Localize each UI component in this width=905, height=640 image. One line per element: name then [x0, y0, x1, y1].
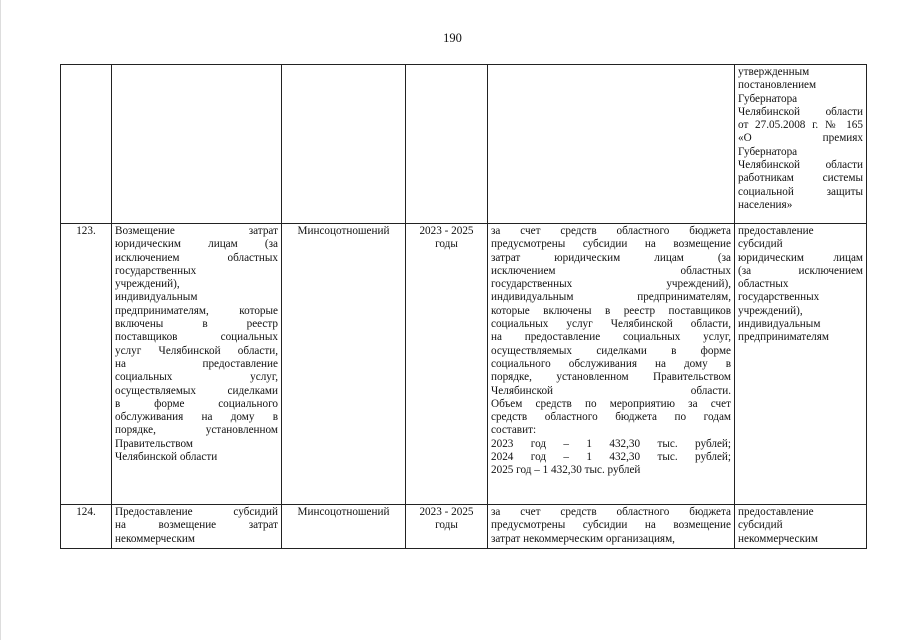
text-line: на предоставление — [115, 357, 278, 370]
text-line: Объем средств по мероприятию за счет — [491, 397, 731, 410]
period-cell — [406, 65, 488, 224]
page-number: 190 — [443, 31, 462, 45]
text-line: предусмотрены субсидии на возмещение — [491, 519, 731, 532]
text-line: включены в реестр — [115, 318, 278, 331]
text-line: некоммерческим — [738, 532, 818, 545]
text-line: 2023 год – 1 432,30 тыс. рублей; — [491, 437, 731, 450]
text-line: государственных учреждений), — [491, 278, 731, 291]
text-line: предоставление — [738, 506, 814, 518]
text-line: на предоставление социальных услуг, — [491, 331, 731, 344]
result-cell — [735, 224, 867, 505]
text-line: утвержденным — [738, 66, 810, 78]
text-line: Челябинской области. — [491, 384, 731, 397]
executor-cell — [282, 65, 406, 224]
measure-name-cell — [112, 65, 282, 224]
funding-cell — [488, 224, 735, 505]
row-number: 124. — [61, 505, 112, 549]
text-line: учреждений), — [115, 278, 180, 291]
text-line: поставщиков социальных — [115, 331, 278, 344]
measures-table — [60, 64, 867, 549]
table-row — [61, 224, 867, 505]
text-line: (за исключением — [738, 264, 863, 277]
text-line: на возмещение затрат — [115, 519, 278, 532]
text-line: от 27.05.2008 г. № 165 — [738, 119, 863, 132]
text-line: годы — [435, 238, 458, 251]
text-line: затрат некоммерческим организациям, — [491, 532, 675, 545]
executor-cell: Минсоцотношений — [282, 224, 406, 505]
text-line: социального обслуживания на дому в — [491, 357, 731, 370]
text-line: учреждений), — [738, 304, 803, 317]
text-line: индивидуальным — [115, 291, 198, 304]
text-line: Губернатора — [738, 145, 798, 158]
text-line: составит: — [491, 424, 537, 437]
text-line: Правительством — [115, 437, 193, 450]
text-line: 2024 год – 1 432,30 тыс. рублей; — [491, 451, 731, 464]
result-cell — [735, 505, 867, 549]
text-line: населения» — [738, 198, 793, 211]
text-line: 2023 - 2025 — [419, 225, 474, 237]
measure-name-cell — [112, 224, 282, 505]
executor-cell: Минсоцотношений — [282, 505, 406, 549]
text-line: за счет средств областного бюджета — [491, 506, 731, 518]
result-cell — [735, 65, 867, 224]
measure-name-cell — [112, 505, 282, 549]
text-line: социальных услуг Челябинской области, — [491, 318, 731, 331]
text-line: предпринимателям, которые — [115, 304, 278, 317]
text-line: Челябинской области — [115, 451, 218, 464]
text-line: обслуживания на дому в — [115, 411, 278, 424]
text-line: областных — [738, 278, 789, 291]
funding-cell — [488, 505, 735, 549]
text-line: юридическим лицам (за — [115, 238, 278, 251]
period-cell — [406, 224, 488, 505]
text-line: предусмотрены субсидии на возмещение — [491, 238, 731, 251]
period-cell — [406, 505, 488, 549]
table-row — [61, 65, 867, 224]
text-line: Возмещение затрат — [115, 225, 278, 237]
text-line: в форме социального — [115, 397, 278, 410]
text-line: годы — [435, 519, 458, 532]
text-line: услуг Челябинской области, — [115, 344, 278, 357]
text-line: постановлением — [738, 79, 817, 92]
text-line: предпринимателям — [738, 331, 829, 344]
text-line: осуществляемых сиделками — [115, 384, 278, 397]
text-line: порядке, установленном — [115, 424, 278, 437]
text-line: некоммерческим — [115, 532, 195, 545]
text-line: которые включены в реестр поставщиков — [491, 304, 731, 317]
text-line: субсидий — [738, 238, 783, 251]
text-line: порядке, установленном Правительством — [491, 371, 731, 384]
text-line: государственных — [115, 264, 197, 277]
text-line: Челябинской области — [738, 105, 863, 118]
row-number: 123. — [61, 224, 112, 505]
text-line: исключением областных — [491, 264, 731, 277]
text-line: Губернатора — [738, 92, 798, 105]
text-line: исключением областных — [115, 251, 278, 264]
funding-cell — [488, 65, 735, 224]
page-edge — [0, 0, 1, 640]
text-line: государственных — [738, 291, 820, 304]
text-line: 2025 год – 1 432,30 тыс. рублей — [491, 464, 641, 477]
text-line: затрат юридическим лицам (за — [491, 251, 731, 264]
text-line: за счет средств областного бюджета — [491, 225, 731, 237]
text-line: социальной защиты — [738, 185, 863, 198]
text-line: предоставление — [738, 225, 814, 237]
text-line: осуществляемых сиделками в форме — [491, 344, 731, 357]
text-line: средств областного бюджета по годам — [491, 411, 731, 424]
text-line: Предоставление субсидий — [115, 506, 278, 518]
text-line: «О премиях — [738, 132, 863, 145]
table-row — [61, 505, 867, 549]
text-line: 2023 - 2025 — [419, 506, 474, 518]
text-line: работникам системы — [738, 172, 863, 185]
text-line: юридическим лицам — [738, 251, 863, 264]
text-line: индивидуальным предпринимателям, — [491, 291, 731, 304]
text-line: индивидуальным — [738, 318, 821, 331]
text-line: социальных услуг, — [115, 371, 278, 384]
text-line: Челябинской области — [738, 159, 863, 172]
row-number — [61, 65, 112, 224]
text-line: субсидий — [738, 519, 783, 532]
